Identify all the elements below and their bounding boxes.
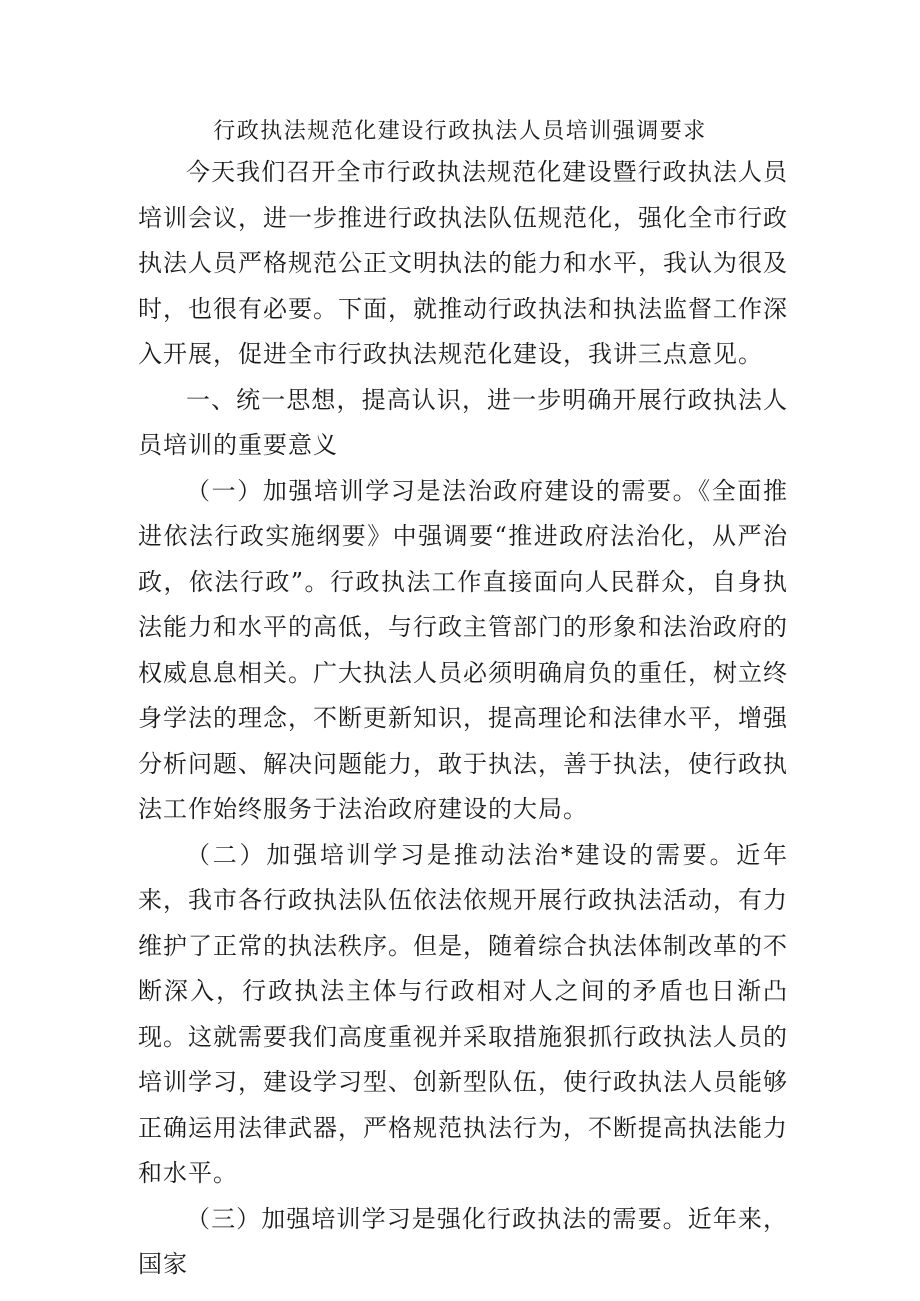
document-body	[138, 150, 788, 1288]
paragraph-point-1: （一）加强培训学习是法治政府建设的需要。《全面推进依法行政实施纲要》中强调要“推进政府法治化，从严治政，依法行政”。行政执法工作直接面向人民群众，自身执法能力和水平的高低，与行政主管部门的形象和法治政府的权威息息相关。广大执法人员必须明确肩负的重任，树立终身学法的理念，不断更新知识，提高理论和法律水平，增强分析问题、解决问题能力，敢于执法，善于执法，使行政执法工作始终服务于法治政府建设的大局。	[138, 476, 788, 823]
paragraph-point-2: （二）加强培训学习是推动法治*建设的需要。近年来，我市各行政执法队伍依法依规开展行政执法活动，有力维护了正常的执法秩序。但是，随着综合执法体制改革的不断深入，行政执法主体与行政相对人之间的矛盾也日渐凸现。这就需要我们高度重视并采取措施狠抓行政执法人员的培训学习，建设学习型、创新型队伍，使行政执法人员能够正确运用法律武器，严格规范执法行为，不断提高执法能力和水平。	[138, 840, 788, 1187]
section-heading-1: 一、统一思想，提高认识，进一步明确开展行政执法人员培训的重要意义	[138, 385, 788, 459]
document-title: 行政执法规范化建设行政执法人员培训强调要求	[213, 119, 707, 144]
paragraph-intro: 今天我们召开全市行政执法规范化建设暨行政执法人员培训会议，进一步推进行政执法队伍规范化，强化全市行政执法人员严格规范公正文明执法的能力和水平，我认为很及时，也很有必要。下面，就推动行政执法和执法监督工作深入开展，促进全市行政执法规范化建设，我讲三点意见。	[138, 158, 788, 368]
paragraph-point-3: （三）加强培训学习是强化行政执法的需要。近年来，国家	[138, 1204, 788, 1278]
